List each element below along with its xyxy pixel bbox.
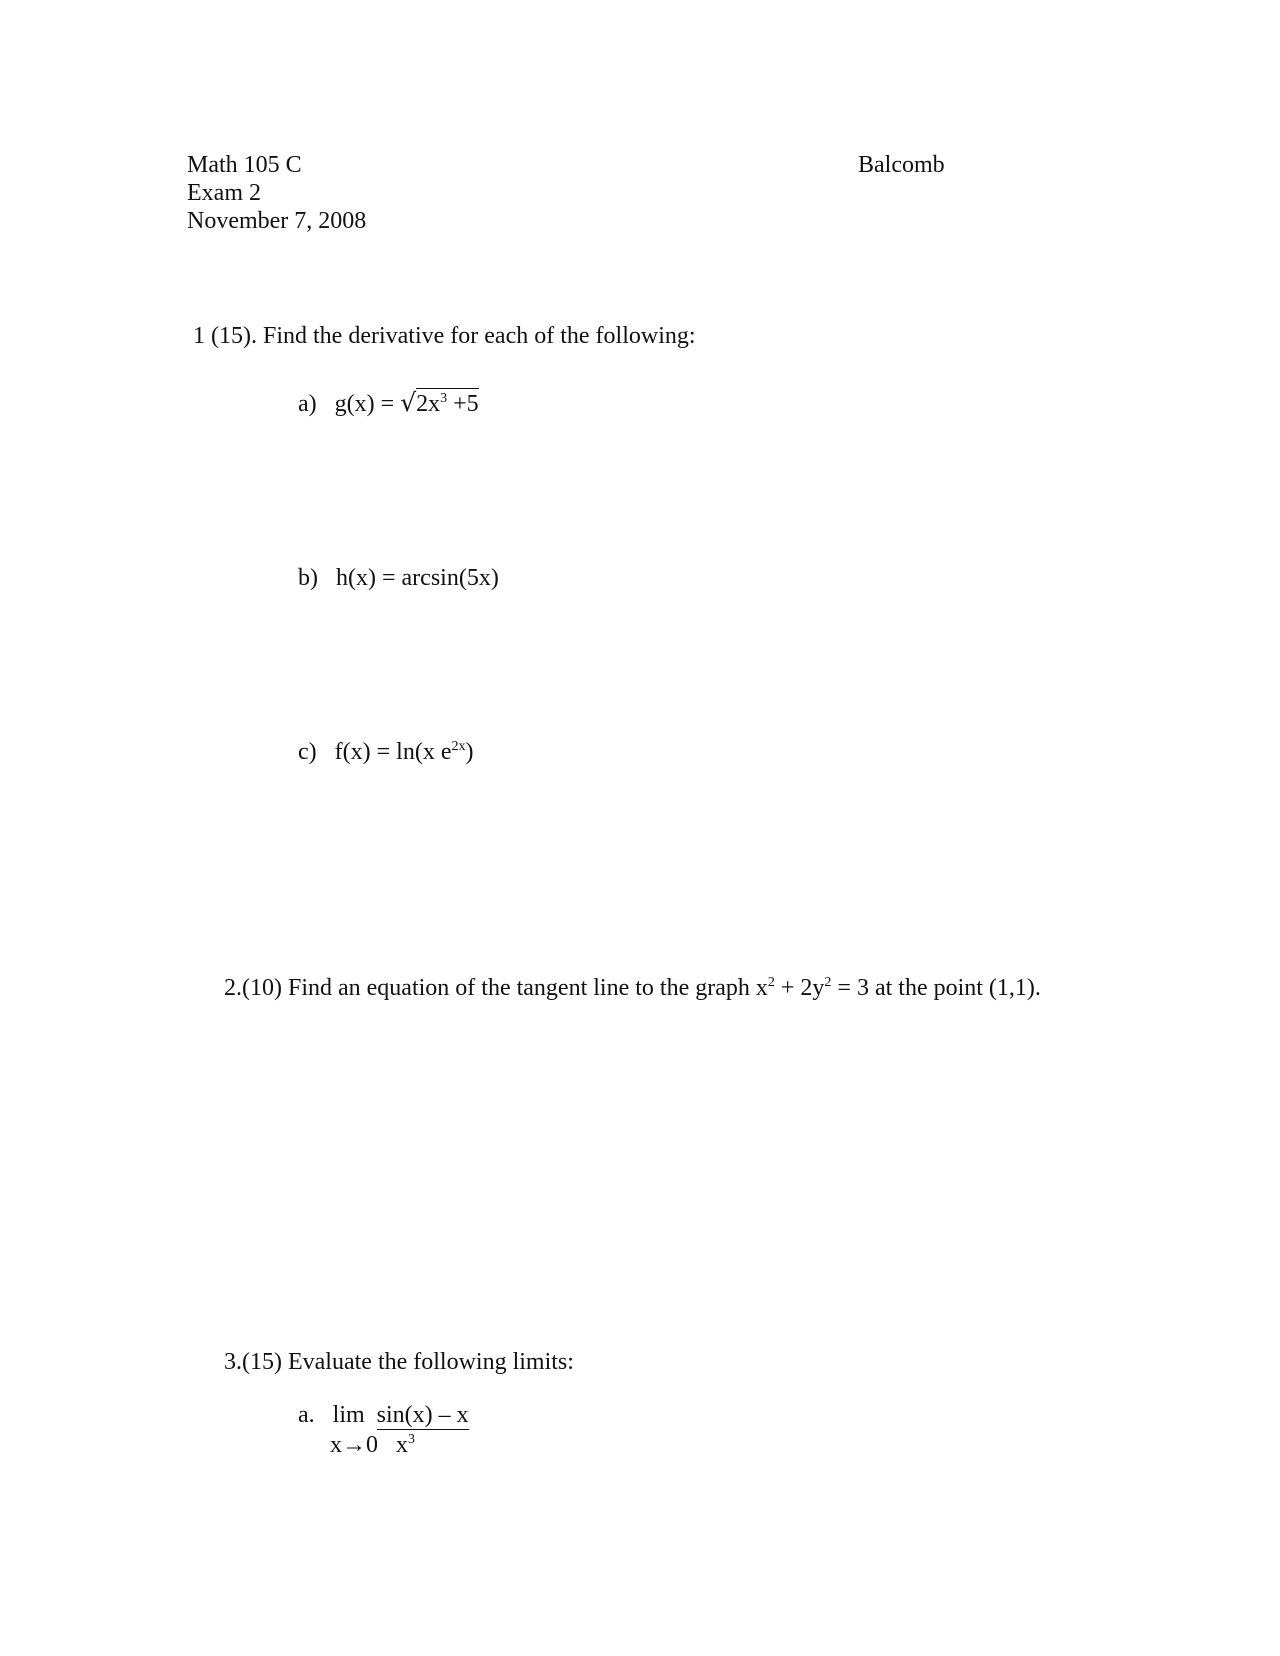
problem-1c-expression-end: ) xyxy=(465,739,474,765)
problem-1b xyxy=(298,566,499,590)
limit-denominator-base: x xyxy=(396,1432,408,1458)
radicand xyxy=(416,388,479,417)
problem-3a-top-line xyxy=(298,1403,469,1427)
problem-2 xyxy=(224,976,1041,1000)
problem-2-text-end: = 3 at the point (1,1). xyxy=(831,975,1041,1001)
exam-date: November 7, 2008 xyxy=(187,208,367,234)
limit-approach: x→0 xyxy=(330,1432,378,1458)
problem-1-heading: 1 (15). Find the derivative for each of the following: xyxy=(193,323,696,349)
problem-1b-expression: h(x) = arcsin(5x) xyxy=(336,565,499,591)
limit-operator: lim xyxy=(332,1402,365,1428)
problem-1c-label: c) xyxy=(298,739,317,765)
course-title: Math 105 C xyxy=(187,152,302,178)
square-root-sign: √ xyxy=(400,388,417,417)
problem-2-text-start: 2.(10) Find an equation of the tangent line to the graph x xyxy=(224,975,768,1001)
problem-2-text-mid: + 2y xyxy=(774,975,825,1001)
limit-denominator-exponent: 3 xyxy=(408,1432,415,1447)
radicand-exponent: 3 xyxy=(440,391,448,406)
problem-3-heading: 3.(15) Evaluate the following limits: xyxy=(224,1349,574,1375)
limit-numerator: sin(x) – x xyxy=(376,1402,469,1428)
problem-1a-label: a) xyxy=(298,391,317,417)
exam-number: Exam 2 xyxy=(187,180,261,206)
problem-1c xyxy=(298,740,473,764)
problem-1b-label: b) xyxy=(298,565,318,591)
problem-2-exponent-1: 2 xyxy=(767,975,775,990)
instructor-name: Balcomb xyxy=(858,152,945,178)
radicand-base: 2x xyxy=(416,391,441,417)
problem-3a-bottom-line xyxy=(330,1433,415,1457)
radicand-rest: +5 xyxy=(447,391,479,417)
problem-1c-expression-start: f(x) = ln(x e xyxy=(334,739,452,765)
problem-2-exponent-2: 2 xyxy=(824,975,832,990)
problem-3a-label: a. xyxy=(298,1402,315,1428)
problem-1a xyxy=(298,390,479,416)
problem-1a-lhs: g(x) = xyxy=(334,391,395,417)
problem-1c-exponent: 2x xyxy=(451,739,466,754)
